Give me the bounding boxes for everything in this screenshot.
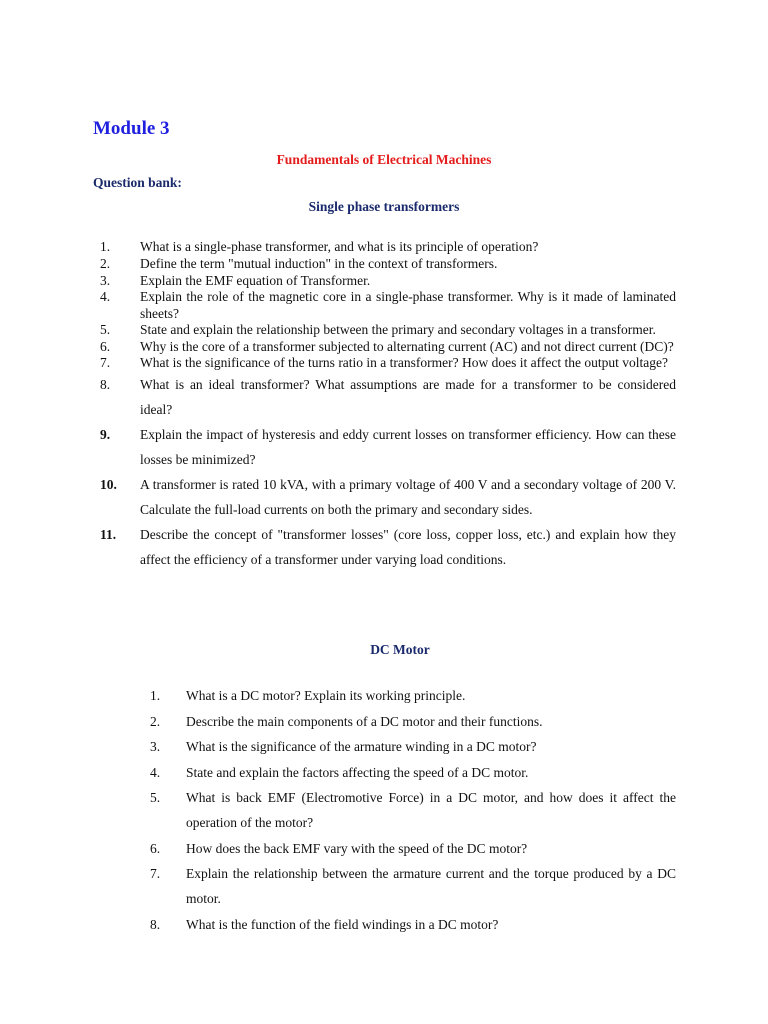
question-item — [150, 734, 676, 759]
question-item — [150, 785, 676, 835]
question-text: State and explain the relationship between the primary and secondary voltages in a transformer. — [140, 322, 656, 337]
question-item — [100, 355, 676, 372]
question-item — [100, 338, 676, 356]
question-text: State and explain the factors affecting the speed of a DC motor. — [186, 764, 529, 780]
question-text: Explain the relationship between the armature current and the torque produced by a DC motor. — [186, 866, 676, 906]
transformer-question-list — [100, 238, 676, 572]
question-text: What is back EMF (Electromotive Force) in a DC motor, and how does it affect the operation of the motor? — [186, 790, 676, 830]
question-number: 2. — [100, 256, 111, 271]
question-item — [100, 522, 676, 572]
question-number: 7. — [150, 866, 161, 881]
section-title-dc-motor: DC Motor — [370, 642, 430, 657]
question-number: 4. — [100, 289, 111, 304]
question-number: 5. — [100, 322, 111, 337]
question-text: What is an ideal transformer? What assumptions are made for a transformer to be considered ideal? — [140, 376, 676, 417]
question-text: How does the back EMF vary with the speed of the DC motor? — [186, 840, 528, 856]
question-text: Explain the role of the magnetic core in a single-phase transformer. Why is it made of laminated sheets? — [140, 289, 676, 321]
question-number: 1. — [150, 688, 161, 703]
question-number: 1. — [100, 239, 111, 254]
question-item — [150, 709, 676, 734]
question-number: 5. — [150, 790, 161, 805]
question-number: 10. — [100, 476, 117, 492]
question-number: 4. — [150, 764, 161, 780]
question-text: A transformer is rated 10 kVA, with a primary voltage of 400 V and a secondary voltage of 200 V. Calculate the full-load currents on both the primary and secondary sides. — [140, 476, 676, 517]
section-title-transformers: Single phase transformers — [308, 199, 460, 214]
question-item — [150, 836, 676, 861]
question-text: Explain the EMF equation of Transformer. — [140, 273, 371, 288]
question-item — [150, 760, 676, 785]
question-text: Describe the concept of "transformer losses" (core loss, copper loss, etc.) and explain how they affect the efficiency of a transformer under varying load conditions. — [140, 526, 676, 567]
question-text: What is the significance of the turns ratio in a transformer? How does it affect the output voltage? — [140, 355, 668, 370]
question-bank-label: Question bank: — [93, 175, 182, 190]
question-number: 11. — [100, 526, 117, 542]
question-item — [100, 289, 676, 322]
question-item — [100, 255, 676, 272]
question-number: 6. — [150, 840, 161, 856]
question-item — [100, 238, 676, 255]
question-number: 2. — [150, 713, 161, 729]
question-number: 3. — [150, 739, 161, 754]
question-item — [150, 861, 676, 911]
question-number: 8. — [150, 916, 161, 932]
module-title: Module 3 — [93, 118, 170, 139]
question-item — [100, 372, 676, 422]
question-number: 7. — [100, 355, 111, 370]
question-item — [100, 322, 676, 339]
question-text: What is the significance of the armature winding in a DC motor? — [186, 739, 537, 754]
question-number: 8. — [100, 376, 111, 392]
question-text: Describe the main components of a DC motor and their functions. — [186, 713, 543, 729]
question-text: Explain the impact of hysteresis and eddy current losses on transformer efficiency. How can these losses be minimized? — [140, 426, 676, 467]
question-text: Define the term "mutual induction" in the context of transformers. — [140, 256, 498, 271]
question-text: What is a single-phase transformer, and what is its principle of operation? — [140, 239, 539, 254]
question-item — [150, 683, 676, 708]
question-number: 9. — [100, 426, 111, 442]
question-item — [100, 472, 676, 522]
question-item — [100, 422, 676, 472]
question-text: What is the function of the field windings in a DC motor? — [186, 916, 499, 932]
subject-title: Fundamentals of Electrical Machines — [276, 152, 492, 167]
dc-motor-question-list — [150, 683, 676, 937]
question-text: What is a DC motor? Explain its working principle. — [186, 688, 466, 703]
question-text: Why is the core of a transformer subjected to alternating current (AC) and not direct current (DC)? — [140, 338, 674, 354]
question-item — [150, 912, 676, 937]
question-number: 6. — [100, 338, 111, 354]
question-item — [100, 272, 676, 289]
question-number: 3. — [100, 273, 111, 288]
